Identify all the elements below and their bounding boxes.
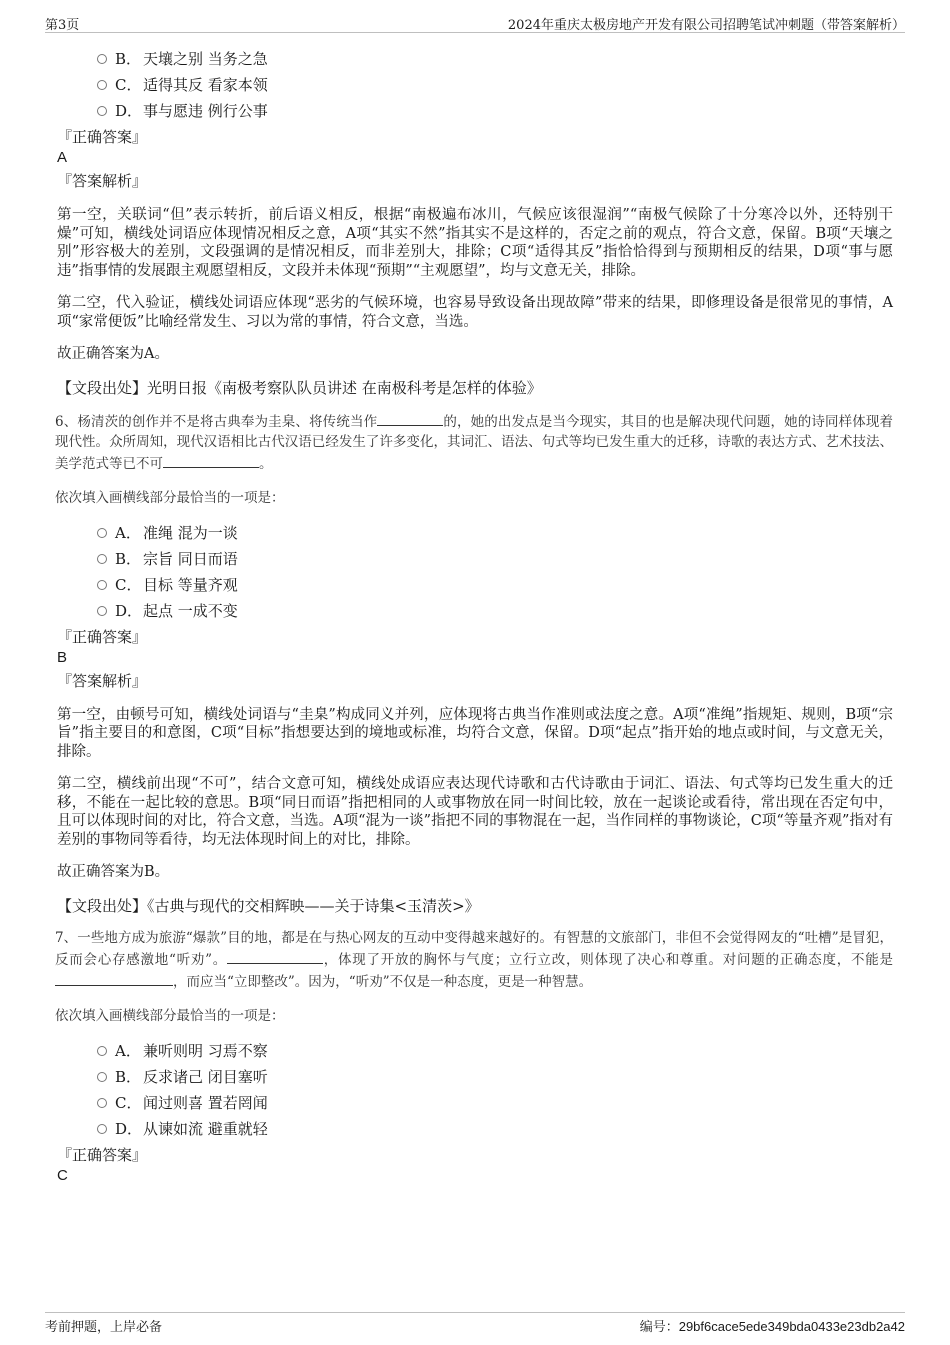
q6-answer-label: 『正确答案』: [57, 627, 148, 646]
q6-analysis-label: 『答案解析』: [57, 671, 148, 690]
q6-option-c[interactable]: C． 目标 等量齐观: [57, 572, 893, 598]
blank-line: [377, 410, 443, 426]
q7-option-d[interactable]: D．从谏如流 避重就轻: [57, 1116, 893, 1142]
q6-source: 【文段出处】《古典与现代的交相辉映——关于诗集<玉清茨>》: [57, 896, 480, 915]
blank-line: [227, 948, 323, 964]
q5-conclusion: 故正确答案为A。: [57, 346, 169, 362]
q6-analysis-para-2: 第二空，横线前出现“不可”，结合文意可知，横线处成语应表达现代诗歌和古代诗歌由于词汇、语法、句式等均已发生重大的迁移，不能在一起比较的意思。B项“同日而语”指把相同的人或事物放在同一时间比较，放在一起谈论或看待，常出现在否定句中，且可以体现时间的对比，符合文意，当选。A项“混为一谈”指把不同的事物混在一起，当作同样的事物谈论，C项“等量齐观”指对有差别的事物同等看待，均无法体现时间上的对比，排除。: [57, 776, 893, 848]
q7-option-a[interactable]: A． 兼听则明 习焉不察: [57, 1038, 893, 1064]
radio-icon[interactable]: [97, 80, 107, 90]
q6-option-d[interactable]: D．起点 一成不变: [57, 598, 893, 624]
radio-icon[interactable]: [97, 54, 107, 64]
radio-icon[interactable]: [97, 606, 107, 616]
blank-line: [163, 452, 259, 468]
q7-option-b[interactable]: B． 反求诸己 闭目塞听: [57, 1064, 893, 1090]
blank-line: [55, 970, 173, 986]
q6-analysis-para-1: 第一空，由顿号可知，横线处词语与“圭臬”构成同义并列，应体现将古典当作准则或法度之意。A项“准绳”指规矩、规则，B项“宗旨”指主要目的和意图，C项“目标”指想要达到的境地或标准，均符合文意，保留。D项“起点”指开始的地点或时间，与文意无关，排除。: [57, 706, 893, 760]
q6-prompt: 依次填入画横线部分最恰当的一项是：: [55, 489, 285, 506]
radio-icon[interactable]: [97, 1124, 107, 1134]
q5-option-d[interactable]: D．事与愿违 例行公事: [57, 98, 893, 124]
main-content: [57, 46, 893, 1186]
radio-icon[interactable]: [97, 1072, 107, 1082]
q7-prompt: 依次填入画横线部分最恰当的一项是：: [55, 1007, 285, 1024]
q7-answer: C: [57, 1166, 68, 1184]
page-header: [45, 14, 905, 33]
q5-analysis-para-1: 第一空，关联词“但”表示转折，前后语义相反，根据“南极遍布冰川，气候应该很湿润”“南极气候除了十分寒冷以外，还特别干燥”可知，横线处词语应体现情况相反之意，A项“其实不然”指其实不是这样的，否定之前的观点，符合文意，保留。B项“天壤之别”形容极大的差别，文段强调的是情况相反，而非差别大，排除；C项“适得其反”指恰恰得到与预期相反的结果，D项“事与愿违”指事情的发展跟主观愿望相反，文段并未体现“预期”“主观愿望”，均与文意无关，排除。: [57, 207, 893, 279]
q5-option-b[interactable]: B． 天壤之别 当务之急: [57, 46, 893, 72]
q7-answer-label: 『正确答案』: [57, 1145, 148, 1164]
q7-option-c[interactable]: C． 闻过则喜 置若罔闻: [57, 1090, 893, 1116]
q5-option-c[interactable]: C． 适得其反 看家本领: [57, 72, 893, 98]
q6-conclusion: 故正确答案为B。: [57, 864, 170, 880]
q6-options: [57, 520, 893, 624]
radio-icon[interactable]: [97, 106, 107, 116]
q5-answer: A: [57, 149, 68, 166]
q6-answer: B: [57, 648, 68, 666]
page-number: 第3页: [45, 18, 80, 33]
q5-options: [57, 46, 893, 124]
radio-icon[interactable]: [97, 554, 107, 564]
document-code: 编号：29bf6cace5ede349bda0433e23db2a42: [639, 1319, 905, 1335]
q5-source: 【文段出处】光明日报《南极考察队队员讲述 在南极科考是怎样的体验》: [57, 378, 542, 397]
footer-slogan: 考前押题，上岸必备: [45, 1320, 163, 1335]
document-title: 2024年重庆太极房地产开发有限公司招聘笔试冲刺题（带答案解析）: [507, 18, 905, 33]
q5-answer-label: 『正确答案』: [57, 128, 148, 146]
page-footer: [45, 1312, 905, 1338]
radio-icon[interactable]: [97, 1098, 107, 1108]
q6-option-b[interactable]: B． 宗旨 同日而语: [57, 546, 893, 572]
q5-analysis-para-2: 第二空，代入验证，横线处词语应体现“恶劣的气候环境，也容易导致设备出现故障”带来的结果，即修理设备是很常见的事情，A项“家常便饭”比喻经常发生、习以为常的事情，符合文意，当选。: [57, 295, 893, 330]
q6-stem: 6、杨清茨的创作并不是将古典奉为圭臬、将传统当作 的，她的出发点是当今现实，其目的也是解决现代问题，她的诗同样体现着现代性。众所周知，现代汉语相比古代汉语已经发生了许多变化，其词汇、语法、句式等均已发生重大的迁移，诗歌的表达方式、艺术技法、美学范式等已不可 。: [55, 410, 893, 474]
q7-options: [57, 1038, 893, 1142]
radio-icon[interactable]: [97, 528, 107, 538]
radio-icon[interactable]: [97, 580, 107, 590]
q5-analysis-label: 『答案解析』: [57, 172, 148, 190]
radio-icon[interactable]: [97, 1046, 107, 1056]
q6-option-a[interactable]: A． 准绳 混为一谈: [57, 520, 893, 546]
q7-stem: 7、一些地方成为旅游“爆款”目的地，都是在与热心网友的互动中变得越来越好的。有智慧的文旅部门，非但不会觉得网友的“吐槽”是冒犯，反而会心存感激地“听劝”。 ，体现了开放的胸怀与气度；立行立改，则体现了决心和尊重。对问题的正确态度，不能是，而应当“立即整改”。因为，“听劝”不仅是一种态度，更是一种智慧。: [55, 929, 893, 990]
